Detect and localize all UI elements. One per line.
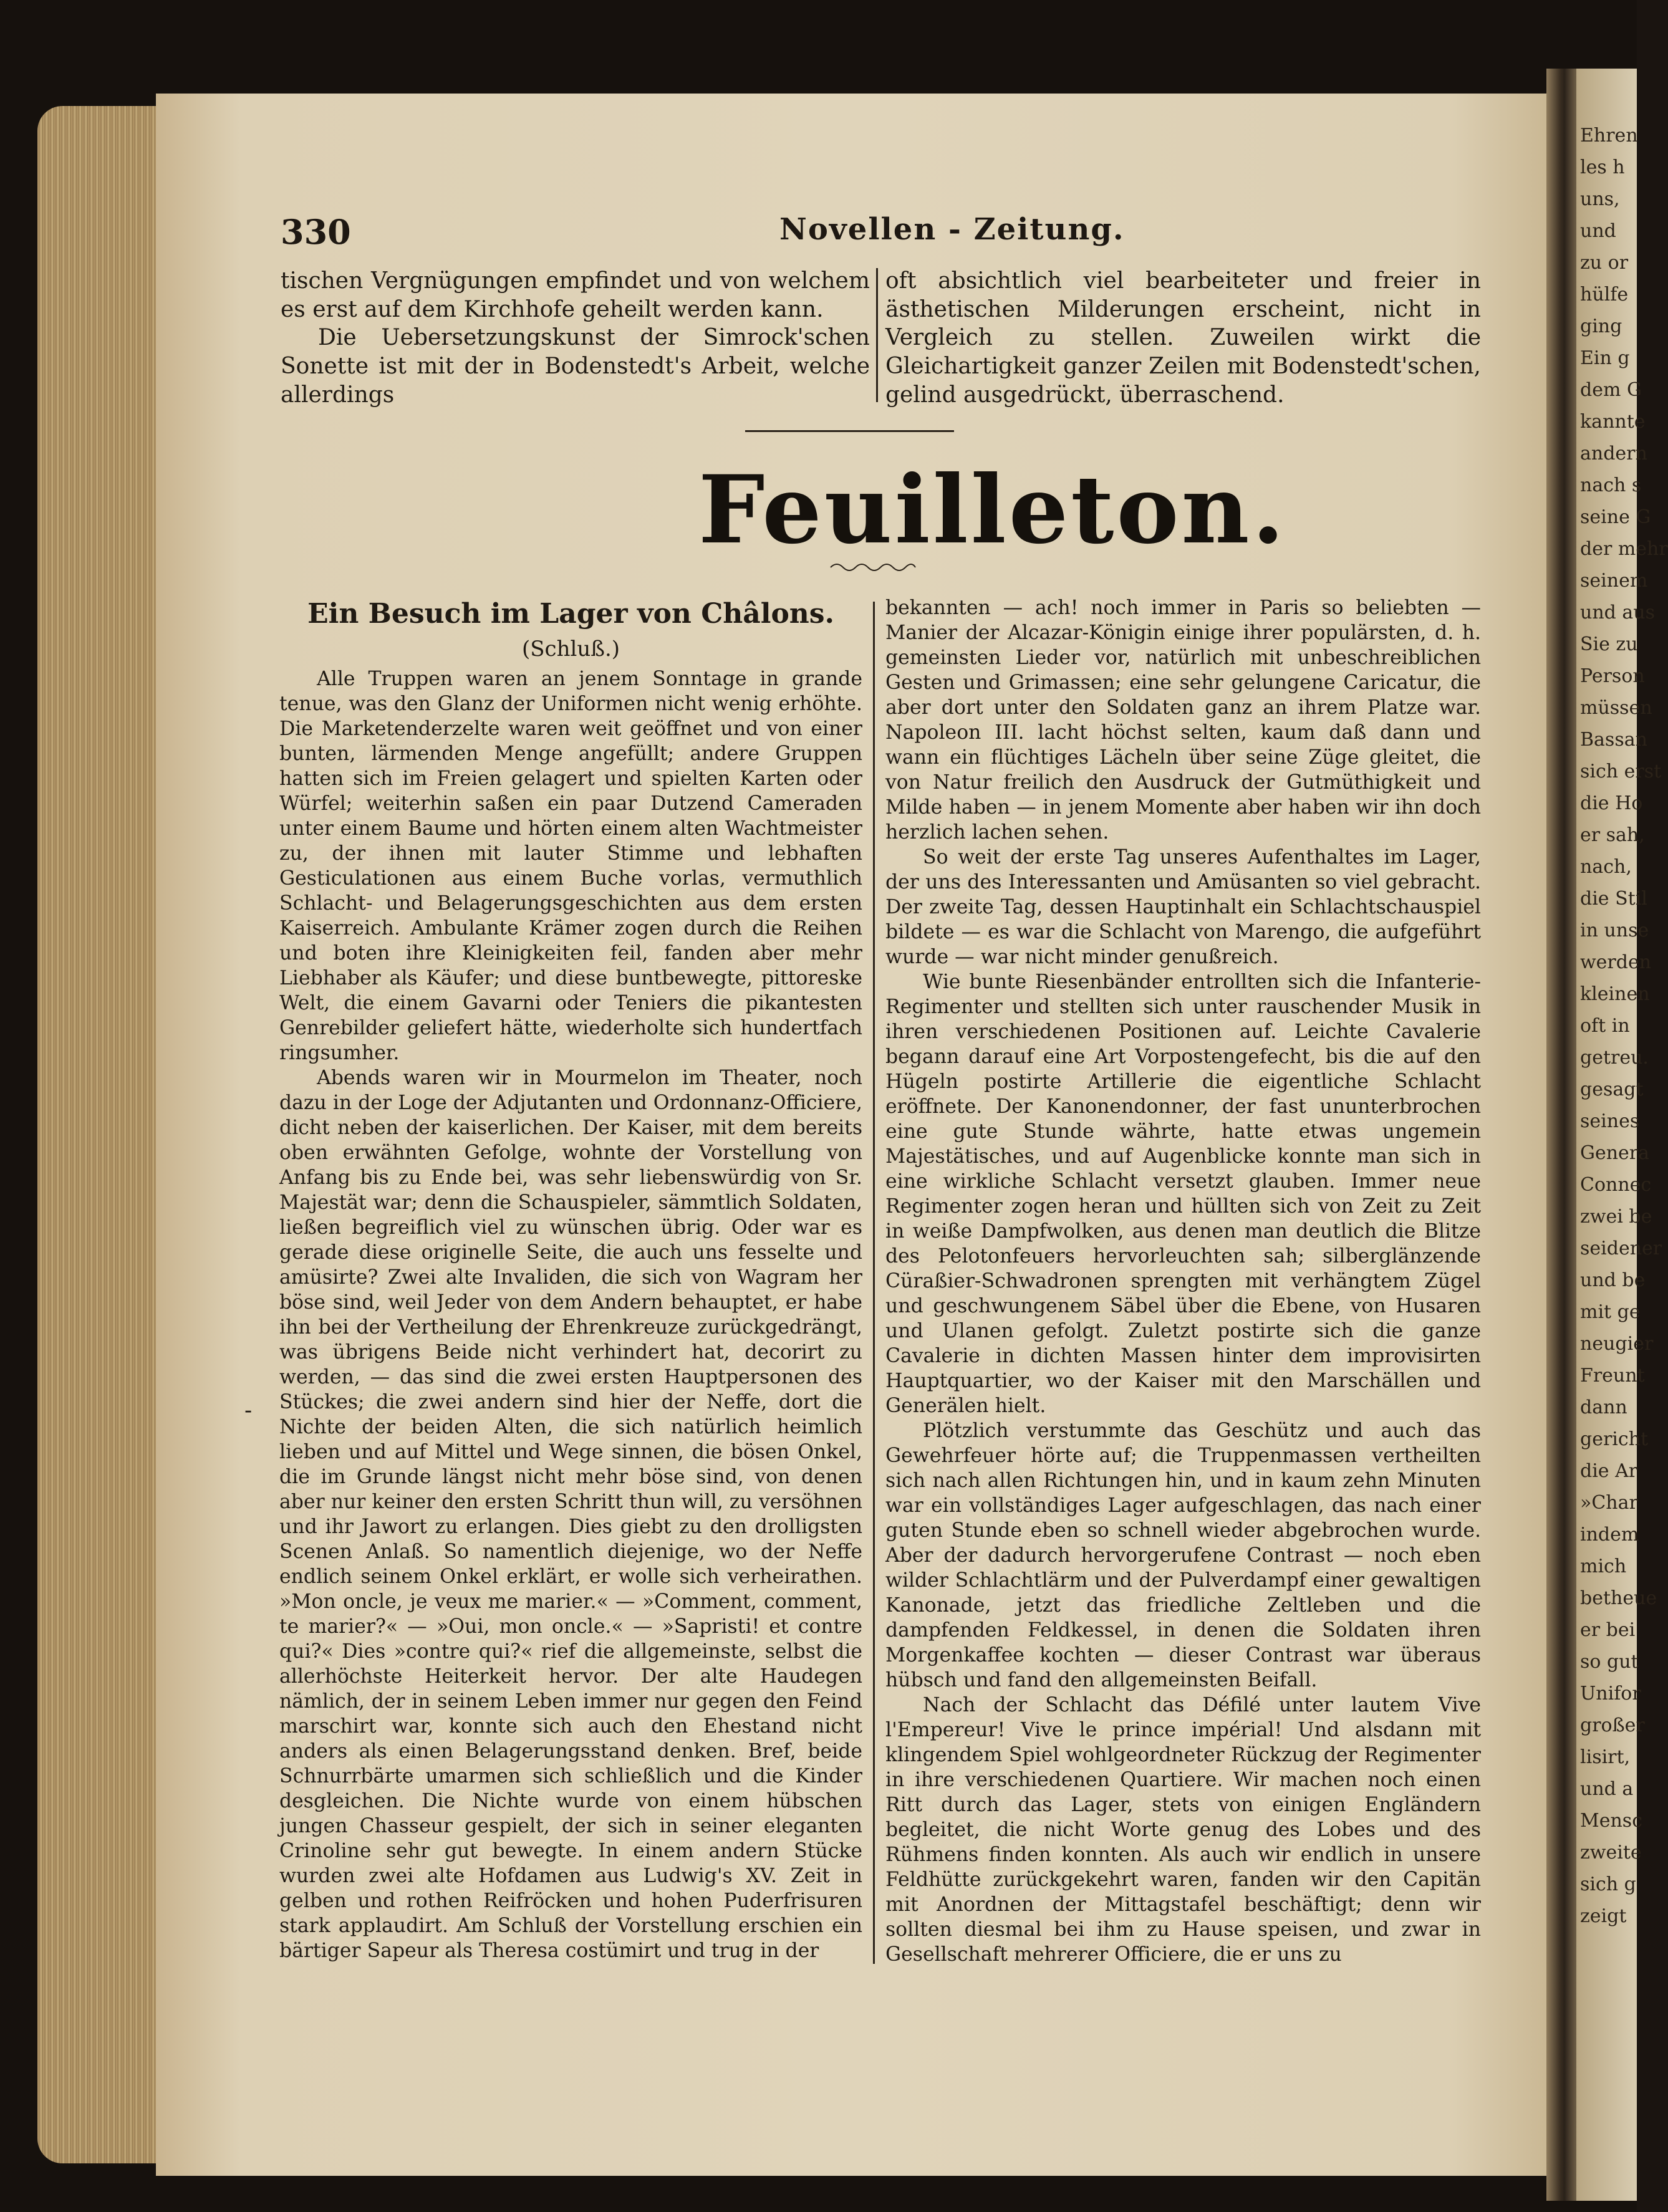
article-paragraph: Alle Truppen waren an jenem Sonntage in grande tenue, was den Glanz der Uniformen nicht wenig erhöhte. Die Marketenderzelte waren weit geöffnet und von einer bunten, lärmenden Menge angefüllt; andere Gruppen hatten sich im Freien gelagert und spielten Karten oder Würfel; weiterhin saßen ein paar Dutzend Cameraden unter einem Baume und hörten einem alten Wachtmeister zu, der ihnen mit lauter Stimme und lebhaften Gesticulationen aus einem Buche vorlas, vermuthlich Schlacht- und Belagerungsgeschichten aus dem ersten Kaiserreich. Ambulante Krämer zogen durch die Reihen und boten ihre Kleinigkeiten feil, fanden aber mehr Liebhaber als Käufer; und diese buntbewegte, pittoreske Welt, die einem Gavarni oder Teniers die pikantesten Genrebilder geliefert hätte, wiederholte sich hundertfach ringsumher. <box>279 668 862 1064</box>
facing-page-fragment: zu or <box>1580 252 1629 274</box>
article-left-column <box>279 595 862 1963</box>
facing-page-fragment: zwei be <box>1580 1206 1652 1228</box>
facing-page-fragment: oft in <box>1580 1015 1630 1037</box>
article-paragraph: bekannten — ach! noch immer in Paris so beliebten — Manier der Alcazar-Königin einige ihrer populärsten, d. h. gemeinsten Lieder vor, natürlich mit unbeschreiblichen Gesten und Grimassen; eine sehr gelungene Caricatur, die aber dort unter den Soldaten ganz an ihrem Platze war. Napoleon III. lacht höchst selten, kaum daß dann und wann ein flüchtiges Lächeln über seine Züge gleitet, die von Natur freilich den Ausdruck der Gutmüthigkeit und Milde haben — in jenem Momente aber haben wir ihn doch herzlich lachen sehen. <box>885 597 1481 844</box>
ornament-flourish <box>829 560 917 575</box>
facing-page-fragment: Ehren <box>1580 125 1638 147</box>
top-left-paragraph-1: tischen Vergnügungen empfindet und von welchem es erst auf dem Kirchhofe geheilt werden kann. <box>281 268 870 322</box>
running-title: Novellen - Zeitung. <box>779 212 1125 247</box>
facing-page <box>1576 69 1668 2201</box>
facing-page-fragment: nach, <box>1580 856 1632 878</box>
facing-page-fragment: und <box>1580 220 1616 242</box>
facing-page-fragment: zeigt <box>1580 1905 1627 1927</box>
facing-page-fragment: der mehr <box>1580 538 1668 560</box>
facing-page-fragment: Bassan <box>1580 729 1647 751</box>
facing-page-fragment: Genera <box>1580 1142 1650 1164</box>
facing-page-fragment: seines <box>1580 1110 1640 1132</box>
column-divider-top <box>876 268 878 402</box>
book-gutter <box>1546 69 1576 2201</box>
facing-page-fragment: er sah, <box>1580 824 1645 846</box>
facing-page-fragment: gericht <box>1580 1428 1649 1450</box>
facing-page-fragment: und a <box>1580 1778 1634 1800</box>
facing-page-fragment: neugier <box>1580 1333 1654 1355</box>
facing-page-fragment: nach s <box>1580 474 1642 496</box>
facing-page-fragment: ging <box>1580 315 1622 337</box>
facing-page-fragment: kleinen <box>1580 983 1650 1005</box>
article-subheading: (Schluß.) <box>521 637 620 661</box>
facing-page-fragment: seine G <box>1580 506 1651 528</box>
facing-page-fragment: müssen <box>1580 697 1652 719</box>
facing-page-fragment: die Stil <box>1580 888 1647 910</box>
article-paragraph: Abends waren wir in Mourmelon im Theater, noch dazu in der Loge der Adjutanten und Ordonnanz-Officiere, dicht neben der kaiserlichen. Der Kaiser, mit dem bereits oben erwähnten Gefolge, wohnte der Vorstellung von Anfang bis zu Ende bei, was sehr liebenswürdig von Sr. Majestät war; denn die Schauspieler, sämmtlich Soldaten, ließen begreiflich viel zu wünschen übrig. Oder war es gerade diese originelle Seite, die auch uns fesselte und amüsirte? Zwei alte Invaliden, die sich von Wagram her böse sind, weil Jeder von dem Andern behauptet, er habe ihn bei der Vertheilung der Ehrenkreuze zurückgedrängt, was übrigens Beide nicht verhindert hat, decorirt zu werden, — das sind die zwei ersten Hauptpersonen des Stückes; die zwei andern sind hier der Neffe, dort die Nichte der beiden Alten, die sich natürlich heimlich lieben und auf Mittel und Wege sinnen, die bösen Onkel, die im Grunde längst nicht mehr böse sind, von denen aber nur keiner den ersten Schritt thun will, zu versöhnen und ihr Jawort zu erlangen. Dies giebt zu den drolligsten Scenen Anlaß. So namentlich diejenige, wo der Neffe endlich seinem Onkel erklärt, er wolle sich verheirathen. »Mon oncle, je veux me marier.« — »Comment, comment, te marier?« — »Oui, mon oncle.« — »Sapristi! et contre qui?« Dies »contre qui?« rief die allgemeinste, selbst die allerhöchste Heiterkeit hervor. Der alte Haudegen nämlich, der in seinem Leben immer nur gegen den Feind marschirt war, konnte sich auch den Ehestand nicht anders als einen Belagerungsstand denken. Bref, beide Schnurrbärte umarmen sich schließlich und die Kinder desgleichen. Die Nichte wurde von einem hübschen jungen Chasseur gespielt, der sich in seiner eleganten Crinoline sehr gut bewegte. In einem andern Stücke wurden zwei alte Hofdamen aus Ludwig's XV. Zeit in gelben und rothen Reifröcken und hohen Puderfrisuren stark applaudirt. Am Schluß der Vorstellung erschien ein bärtiger Sapeur als Theresa costümirt und trug in der <box>279 1067 862 1962</box>
facing-page-fragment: Freunt <box>1580 1365 1645 1387</box>
facing-page-fragment: er bei <box>1580 1619 1636 1641</box>
facing-page-fragment: gesagt <box>1580 1079 1644 1100</box>
top-right-column <box>885 267 1481 410</box>
facing-page-fragment: dann <box>1580 1397 1627 1418</box>
facing-page-fragment: sich erst <box>1580 761 1662 782</box>
margin-mark: - <box>244 1398 253 1423</box>
article-paragraph: So weit der erste Tag unseres Aufenthaltes im Lager, der uns des Interessanten und Amüsanten so viel gebracht. Der zweite Tag, dessen Hauptinhalt ein Schlachtschauspiel bildete — es war die Schlacht von Marengo, die aufgeführt wurde — war nicht minder genußreich. <box>885 846 1481 968</box>
facing-page-fragment: getreu. <box>1580 1047 1649 1069</box>
facing-page-fragment: Person <box>1580 665 1645 687</box>
facing-page-fragment: mich <box>1580 1556 1627 1577</box>
facing-page-fragment: indem <box>1580 1524 1639 1546</box>
facing-page-fragment: zweite <box>1580 1842 1642 1863</box>
facing-page-fragment: »Char <box>1580 1492 1638 1514</box>
article-paragraph: Wie bunte Riesenbänder entrollten sich die Infanterie-Regimenter und stellten sich unter rauschender Musik in ihren verschiedenen Positionen auf. Leichte Cavalerie begann darauf eine Art Vorpostengefecht, bis die auf den Hügeln postirte Artillerie die eigentliche Schlacht eröffnete. Der Kanonendonner, der fast ununterbrochen eine gute Stunde währte, hatte etwas ungemein Majestätisches, und auf Augenblicke konnte man sich in eine wirkliche Schlacht versetzt glauben. Immer neue Regimenter zogen heran und hüllten sich von Zeit zu Zeit in weiße Dampfwolken, aus denen man deutlich die Blitze des Pelotonfeuers hervorleuchten sah; silberglänzende Cüraßier-Schwadronen sprengten mit verhängtem Zügel und geschwungenem Säbel über die Ebene, von Husaren und Ulanen gefolgt. Zuletzt postirte sich die ganze Cavalerie in dichten Massen hinter dem improvisirten Hauptquartier, wo der Kaiser mit den Marschällen und Generälen hielt. <box>885 971 1481 1417</box>
facing-page-fragment: werden <box>1580 951 1652 973</box>
article-heading: Ein Besuch im Lager von Châlons. <box>307 598 834 630</box>
facing-page-fragment: lisirt, <box>1580 1746 1631 1768</box>
top-left-column <box>281 267 870 410</box>
facing-page-fragment: so gut <box>1580 1651 1639 1673</box>
facing-page-fragment: uns, <box>1580 188 1620 210</box>
facing-page-fragment: dem G <box>1580 379 1642 401</box>
facing-page-fragment: die Ho <box>1580 792 1643 814</box>
facing-page-fragment: großer <box>1580 1714 1645 1736</box>
facing-page-fragment: Connec <box>1580 1174 1652 1196</box>
facing-page-fragment: mit ge <box>1580 1301 1641 1323</box>
facing-page-fragment: kannte <box>1580 411 1646 433</box>
facing-page-fragment: und aus <box>1580 602 1655 623</box>
facing-page-fragment: sich g <box>1580 1873 1636 1895</box>
facing-page-fragment: Ein g <box>1580 347 1630 369</box>
facing-page-fragment: Unifor <box>1580 1683 1641 1705</box>
top-right-paragraph: oft absichtlich viel bearbeiteter und freier in ästhetischen Milderungen erscheint, nicht in Vergleich zu stellen. Zuweilen wirkt die Gleichartigkeit ganzer Zeilen mit Bodenstedt'schen, gelind ausgedrückt, überraschend. <box>885 268 1481 408</box>
article-right-column <box>885 595 1481 1967</box>
facing-page-fragment: les h <box>1580 156 1625 178</box>
section-rule <box>745 430 954 432</box>
article-paragraph: Plötzlich verstummte das Geschütz und auch das Gewehrfeuer hörte auf; die Truppenmassen vertheilten sich nach allen Richtungen hin, und in kaum zehn Minuten war ein vollständiges Lager aufgeschlagen, das nach einer guten Stunde eben so schnell wieder abgebrochen wurde. Aber der dadurch hervorgerufene Contrast — noch eben wilder Schlachtlärm und der Pulverdampf einer gewaltigen Kanonade, jetzt das friedliche Zeltleben und die dampfenden Feldkessel, in denen die Soldaten ihren Morgenkaffee kochten — dieser Contrast war überaus hübsch und fand den allgemeinsten Beifall. <box>885 1420 1481 1691</box>
top-left-paragraph-2: Die Uebersetzungskunst der Simrock'schen Sonette ist mit der in Bodenstedt's Arbeit, welche allerdings <box>281 325 870 408</box>
facing-page-fragment: seinem <box>1580 570 1648 592</box>
facing-page-fragment: seidener <box>1580 1238 1662 1259</box>
facing-page-fragment: hülfe <box>1580 284 1629 305</box>
facing-page-fragment: und be <box>1580 1269 1646 1291</box>
facing-page-fragment: Sie zu <box>1580 633 1638 655</box>
facing-page-fragment: Mensc <box>1580 1810 1642 1832</box>
facing-page-fragment: andern <box>1580 443 1647 464</box>
facing-page-fragment: die Ar <box>1580 1460 1638 1482</box>
column-divider <box>873 602 875 1964</box>
facing-page-fragment: betheue <box>1580 1587 1657 1609</box>
section-title: Feuilleton. <box>698 455 1287 565</box>
facing-page-fragment: in unse <box>1580 920 1649 941</box>
article-paragraph: Nach der Schlacht das Défilé unter lautem Vive l'Empereur! Vive le prince impérial! Und alsdann mit klingendem Spiel wohlgeordneter Rückzug der Regimenter in ihre verschiedenen Quartiere. Wir machen noch einen Ritt durch das Lager, stets von einigen Engländern begleitet, die nicht Worte genug des Lobes und des Rühmens finden konnten. Als auch wir endlich in unsere Feldhütte zurückgekehrt waren, fanden wir den Capitän mit Anordnen der Mittagstafel beschäftigt; denn wir sollten diesmal bei ihm zu Hause speisen, und zwar in Gesellschaft mehrerer Officiere, die er uns zu <box>885 1694 1481 1966</box>
page-number: 330 <box>281 212 351 252</box>
